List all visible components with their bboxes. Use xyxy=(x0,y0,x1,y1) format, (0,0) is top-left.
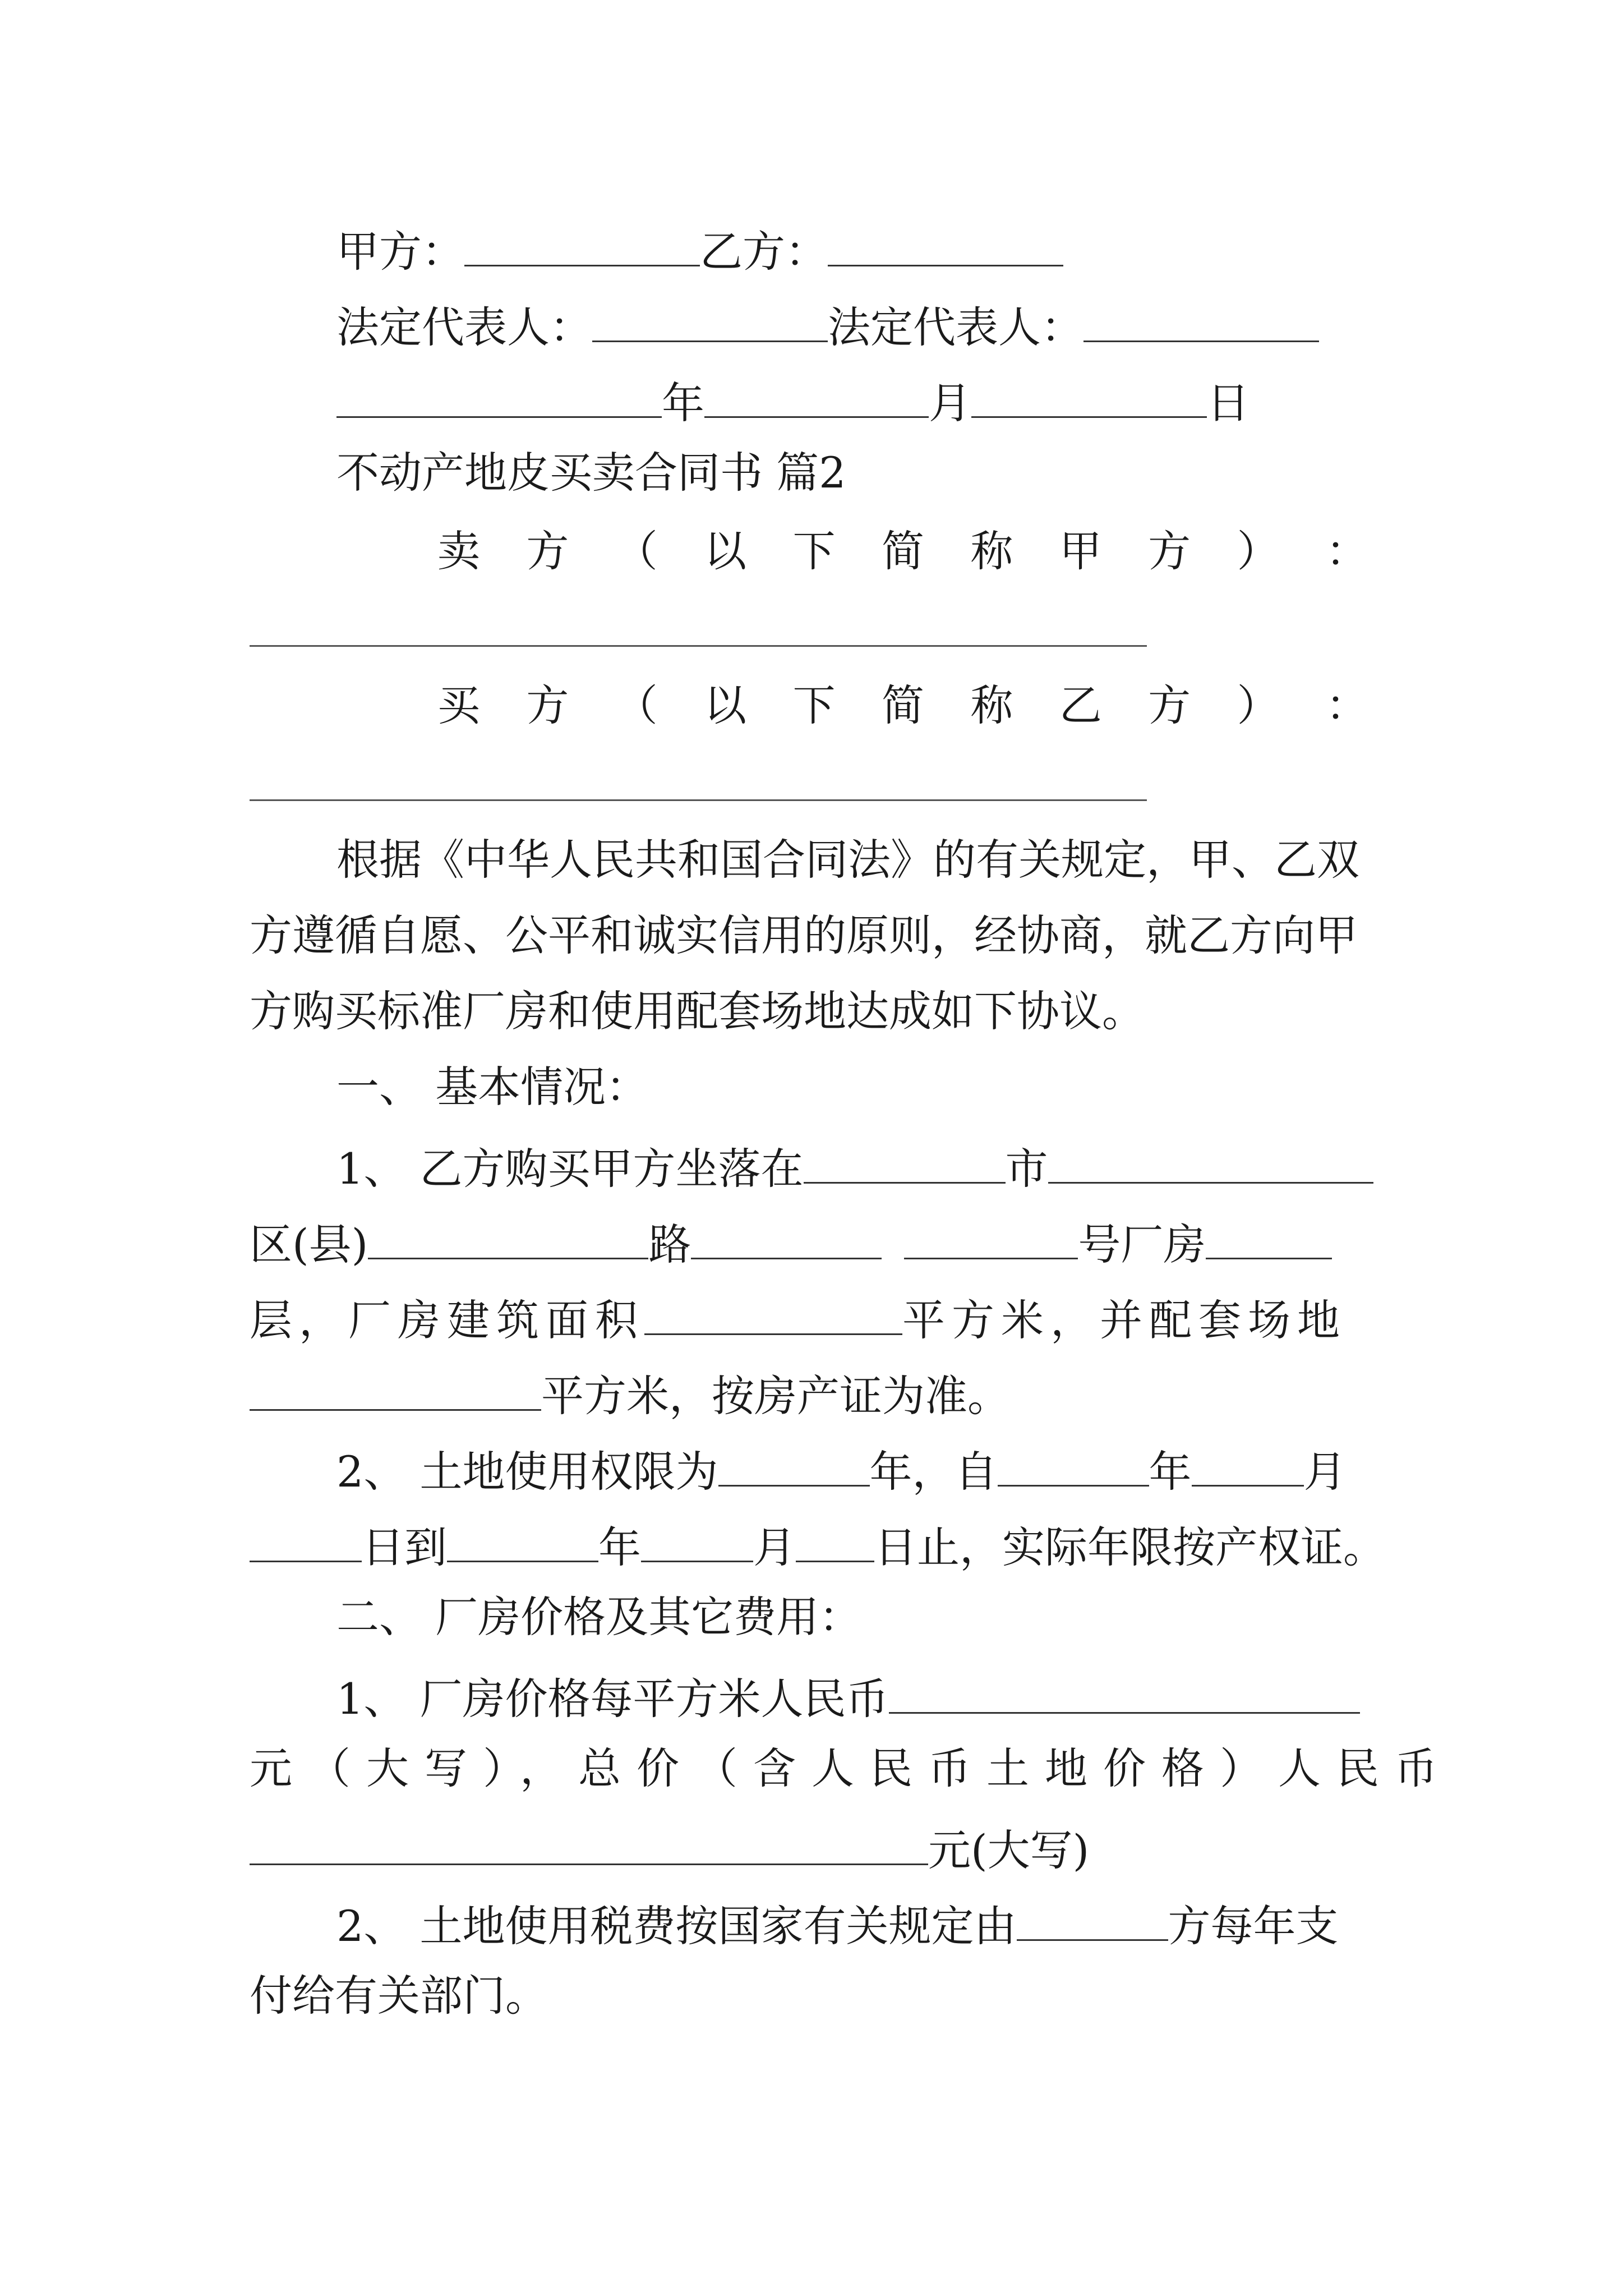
buyer-char: 以 xyxy=(704,680,747,730)
from-month-blank[interactable] xyxy=(1192,1444,1304,1487)
seller-char: ） xyxy=(1237,526,1280,576)
buyer-char: 买 xyxy=(437,680,480,730)
term-from-label: 年，自 xyxy=(869,1447,998,1497)
sec1-item1-line4 xyxy=(250,1369,1010,1421)
number-label: 号厂房 xyxy=(1078,1220,1206,1270)
sec1-item1-line3 xyxy=(250,1293,1347,1346)
from-day-blank[interactable] xyxy=(250,1520,362,1562)
seller-char: 称 xyxy=(970,526,1013,576)
sec2-item1-line1 xyxy=(336,1672,1360,1724)
buyer-line xyxy=(437,680,1368,730)
buyer-char: 方 xyxy=(526,680,569,730)
party-b-label: 乙方： xyxy=(700,227,828,277)
city-label: 市 xyxy=(1005,1144,1048,1194)
sec2-item2-line1 xyxy=(336,1899,1339,1952)
seller-char: 卖 xyxy=(437,526,480,576)
unit-price-blank[interactable] xyxy=(889,1672,1360,1714)
from-month-label: 月 xyxy=(1303,1447,1347,1497)
sec2-item1-line2: 元（大写），总价（含人民币土地价格）人民币 xyxy=(250,1743,1453,1793)
legal-rep-line xyxy=(336,300,1319,353)
term-years-blank[interactable] xyxy=(718,1444,870,1487)
buyer-char: ） xyxy=(1237,680,1280,730)
floor-blank[interactable] xyxy=(1206,1217,1332,1259)
intro-line-3: 方购买标准厂房和使用配套场地达成如下协议。 xyxy=(250,986,1145,1036)
sqm-label: 平方米，并配套场地 xyxy=(902,1295,1347,1346)
term-end-label: 日止，实际年限按产权证。 xyxy=(874,1522,1386,1573)
to-year-blank[interactable] xyxy=(447,1520,598,1562)
seller-char: 简 xyxy=(881,526,924,576)
seller-char: 以 xyxy=(704,526,747,576)
price-label: 1、 厂房价格每平方米人民币 xyxy=(336,1674,889,1724)
to-day-blank[interactable] xyxy=(796,1520,874,1562)
district-label: 区(县) xyxy=(250,1220,368,1270)
date-day-label: 日 xyxy=(1207,378,1249,429)
legal-rep-label-b: 法定代表人： xyxy=(828,302,1083,353)
date-line xyxy=(336,376,1249,429)
sec1-item1-line1 xyxy=(336,1142,1373,1194)
date-month-blank[interactable] xyxy=(704,376,929,418)
legal-rep-label-a: 法定代表人： xyxy=(336,302,592,353)
seller-line xyxy=(437,526,1368,576)
tax-label: 2、 土地使用税费按国家有关规定由 xyxy=(336,1901,1017,1952)
date-year-blank[interactable] xyxy=(336,376,662,418)
buyer-char: 简 xyxy=(881,680,924,730)
date-day-blank[interactable] xyxy=(971,376,1207,418)
number-blank-b[interactable] xyxy=(904,1217,1078,1259)
to-year-label: 年 xyxy=(598,1522,641,1573)
intro-line-2: 方遵循自愿、公平和诚实信用的原则，经协商，就乙方向甲 xyxy=(250,910,1358,960)
legal-rep-b-blank[interactable] xyxy=(1083,300,1319,342)
city-blank[interactable] xyxy=(804,1142,1006,1184)
seller-char: （ xyxy=(615,526,658,576)
from-year-blank[interactable] xyxy=(998,1444,1149,1487)
intro-line-1: 根据《中华人民共和国合同法》的有关规定，甲、乙双 xyxy=(336,835,1359,885)
party-a-blank[interactable] xyxy=(464,224,700,266)
buyer-char: ： xyxy=(1325,680,1368,730)
buyer-char: 称 xyxy=(970,680,1013,730)
buyer-char: 乙 xyxy=(1059,680,1102,730)
to-month-blank[interactable] xyxy=(641,1520,753,1562)
seller-char: 下 xyxy=(792,526,836,576)
sec1-item1-line2 xyxy=(250,1217,1332,1270)
buyer-char: （ xyxy=(615,680,658,730)
sec2-title: 二、 厂房价格及其它费用： xyxy=(336,1592,862,1642)
sec1-title: 一、 基本情况： xyxy=(336,1062,649,1112)
section-title: 不动产地皮买卖合同书 篇2 xyxy=(336,448,846,498)
party-line xyxy=(336,224,1063,277)
buyer-name-rule[interactable] xyxy=(250,799,1147,801)
tax-pay-label: 方每年支 xyxy=(1168,1901,1339,1952)
number-blank-a[interactable] xyxy=(691,1217,882,1259)
area-blank[interactable] xyxy=(644,1293,902,1335)
sec1-item2-line1 xyxy=(336,1444,1347,1497)
total-price-label: 元(大写) xyxy=(928,1825,1090,1876)
seller-char: 方 xyxy=(1148,526,1191,576)
sec1-item1-text: 1、 乙方购买甲方坐落在 xyxy=(336,1144,804,1194)
to-month-label: 月 xyxy=(753,1522,796,1573)
party-b-blank[interactable] xyxy=(828,224,1063,266)
road-label: 路 xyxy=(648,1220,691,1270)
sec1-item2-text: 2、 土地使用权限为 xyxy=(336,1447,718,1497)
seller-char: 方 xyxy=(526,526,569,576)
road-blank[interactable] xyxy=(368,1217,648,1259)
date-month-label: 月 xyxy=(929,378,971,429)
date-year-label: 年 xyxy=(662,378,704,429)
total-price-blank[interactable] xyxy=(250,1823,928,1865)
buyer-char: 下 xyxy=(792,680,836,730)
from-year-label: 年 xyxy=(1149,1447,1192,1497)
legal-rep-a-blank[interactable] xyxy=(592,300,828,342)
sec2-item1-line3 xyxy=(250,1823,1090,1876)
tax-party-blank[interactable] xyxy=(1017,1899,1168,1941)
seller-char: ： xyxy=(1325,526,1368,576)
sec1-item2-line2 xyxy=(250,1520,1386,1573)
district-blank[interactable] xyxy=(1048,1142,1373,1184)
party-a-label: 甲方： xyxy=(336,227,464,277)
floor-area-label: 层，厂房建筑面积 xyxy=(250,1295,644,1346)
sec2-item2-line2: 付给有关部门。 xyxy=(250,1971,548,2021)
seller-char: 甲 xyxy=(1059,526,1102,576)
buyer-char: 方 xyxy=(1148,680,1191,730)
site-area-blank[interactable] xyxy=(250,1369,541,1411)
day-to-label: 日到 xyxy=(362,1522,447,1573)
seller-name-rule[interactable] xyxy=(250,645,1147,647)
site-area-label: 平方米，按房产证为准。 xyxy=(541,1371,1010,1421)
